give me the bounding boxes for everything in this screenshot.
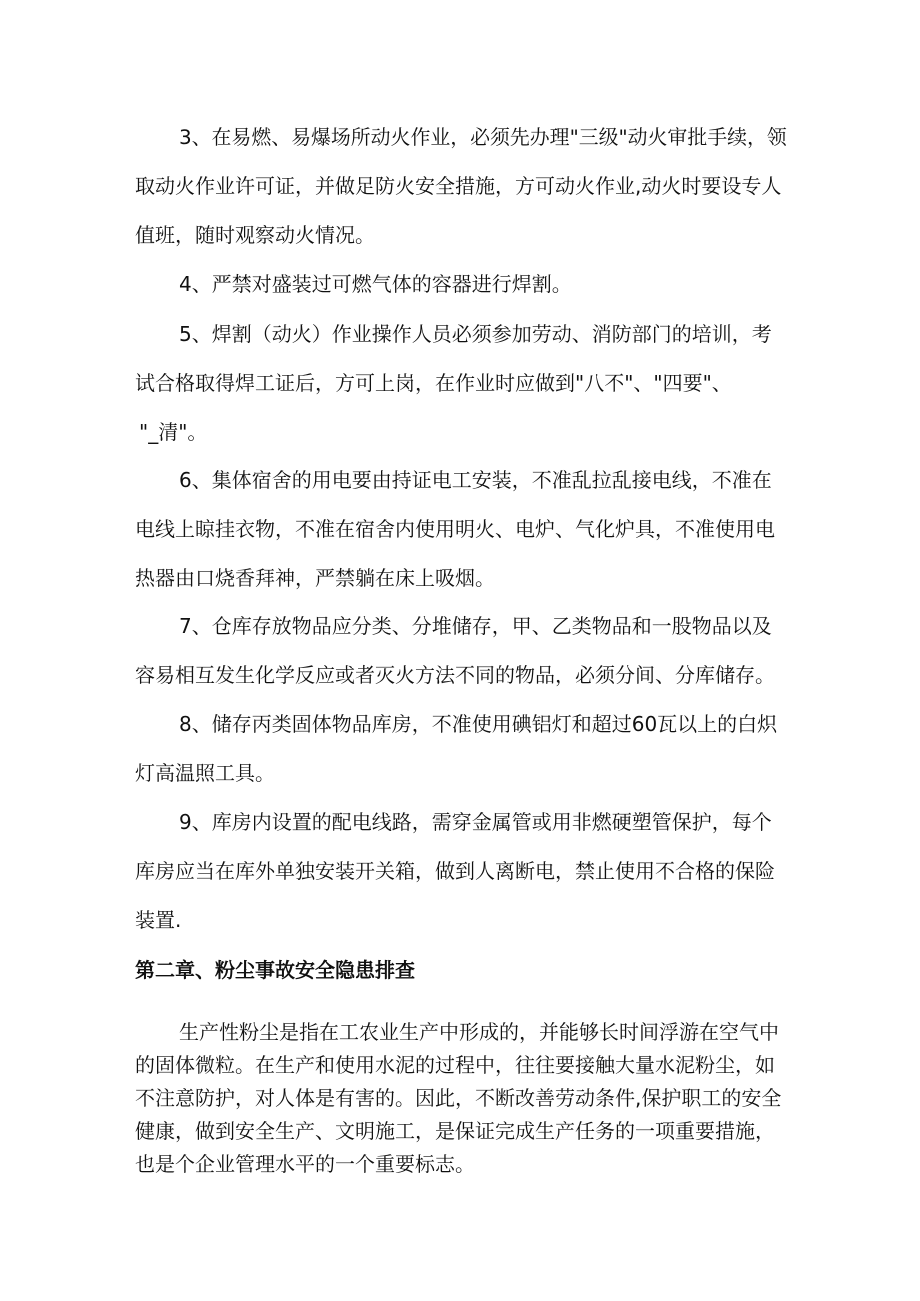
text-line: 健康，做到安全生产、文明施工，是保证完成生产任务的一项重要措施， xyxy=(135,1119,775,1143)
text-line: 7、仓库存放物品应分类、分堆储存，甲、乙类物品和一股物品以及 xyxy=(179,614,772,638)
text-line: 装置. xyxy=(135,908,182,932)
text-line: 9、库房内设置的配电线路，需穿金属管或用非燃硬塑管保护，每个 xyxy=(179,810,772,834)
text-line: 4、严禁对盛装过可燃气体的容器进行焊割。 xyxy=(179,272,572,296)
text-line: 不注意防护，对人体是有害的。因此，不断改善劳动条件,保护职工的安全 xyxy=(135,1086,782,1110)
text-line: 灯高温照工具。 xyxy=(135,761,275,785)
text-line: 3、在易燃、易爆场所动火作业，必须先办理"三级"动火审批手续，领 xyxy=(179,126,787,149)
rule-4 xyxy=(135,260,787,309)
text-line: 取动火作业许可证，并做足防火安全措施，方可动火作业,动火时要设专人 xyxy=(135,174,782,198)
rule-9 xyxy=(135,798,787,945)
chapter-heading: 第二章、粉尘事故安全隐患排查 xyxy=(135,958,415,982)
rule-6 xyxy=(135,456,787,603)
rule-8 xyxy=(135,700,787,798)
text-line: 值班，随时观察动火情况。 xyxy=(135,223,375,247)
text-line: 热器由口烧香拜神，严禁躺在床上吸烟。 xyxy=(135,566,495,590)
rule-3 xyxy=(135,113,787,260)
rule-7 xyxy=(135,602,787,700)
text-line: 库房应当在库外单独安装开关箱，做到人离断电，禁止使用不合格的保险 xyxy=(135,859,775,883)
text-line: 试合格取得焊工证后，方可上岗，在作业时应做到"八不"、"四要"、 xyxy=(135,371,732,395)
text-line: 生产性粉尘是指在工农业生产中形成的，并能够长时间浮游在空气中 xyxy=(179,1020,779,1044)
text-line: 的固体微粒。在生产和使用水泥的过程中，往往要接触大量水泥粉尘，如 xyxy=(135,1053,775,1077)
text-line: 5、焊割（动火）作业操作人员必须参加劳动、消防部门的培训，考 xyxy=(179,322,772,346)
text-line: 容易相互发生化学反应或者灭火方法不同的物品，必须分间、分库储存。 xyxy=(135,663,775,687)
text-line: 6、集体宿舍的用电要由持证电工安装，不准乱拉乱接电线，不准在 xyxy=(179,468,772,492)
text-line: 8、储存丙类固体物品库房，不准使用碘铝灯和超过60瓦以上的白炽 xyxy=(179,712,778,736)
chapter-paragraph xyxy=(135,1016,787,1181)
rule-5 xyxy=(135,310,787,457)
text-line: 电线上晾挂衣物，不准在宿舍内使用明火、电炉、气化炉具，不准使用电 xyxy=(135,517,775,541)
text-line: "_清"。 xyxy=(139,420,208,444)
text-line: 也是个企业管理水平的一个重要标志。 xyxy=(135,1152,475,1176)
